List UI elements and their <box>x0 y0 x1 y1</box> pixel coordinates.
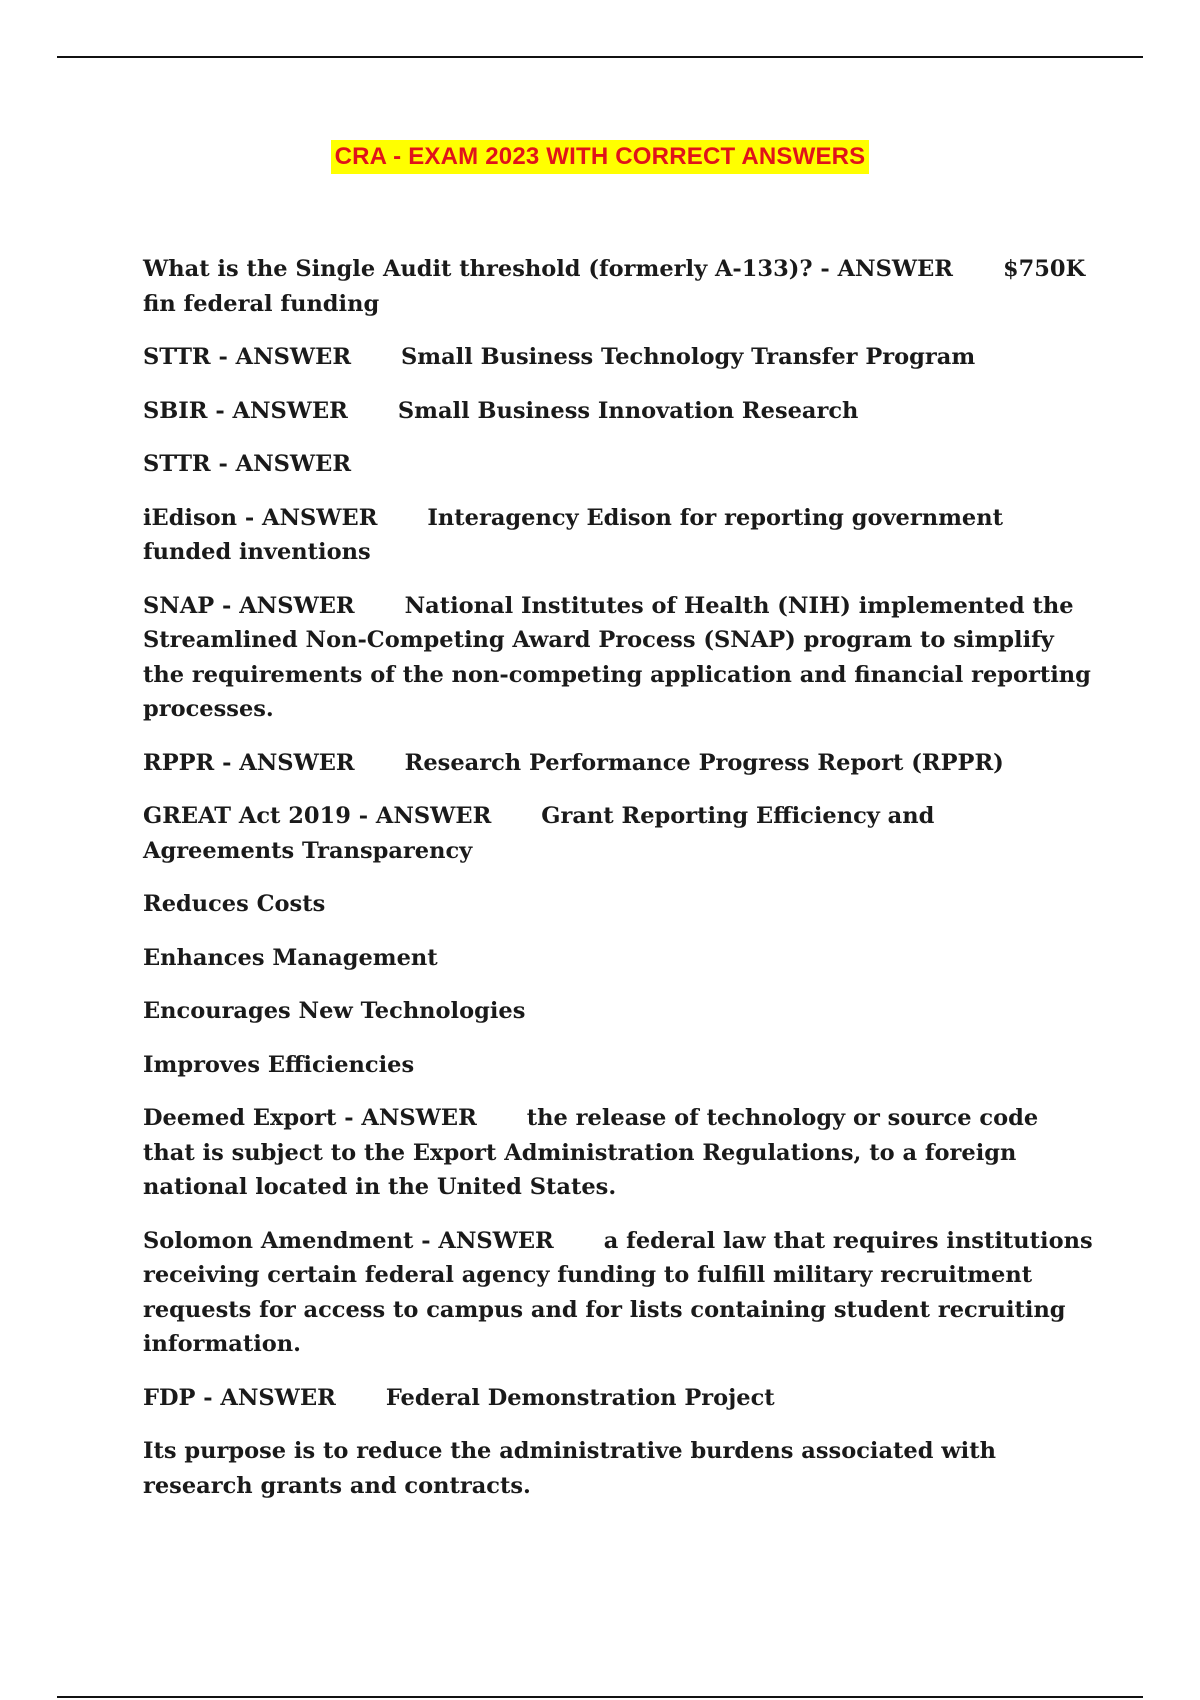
entry-answer: a federal law that requires institutions receiving certain federal agency funding to fulfill military recruitment requests for access to campus and for lists containing student recruiting information. <box>143 1227 1093 1357</box>
entry-term: GREAT Act 2019 - ANSWER <box>143 803 492 829</box>
entry-term: What is the Single Audit threshold (formerly A-133)? - ANSWER <box>143 256 953 282</box>
title-container <box>0 140 1200 174</box>
qa-entry <box>143 941 1093 976</box>
qa-entry <box>143 340 1093 375</box>
entry-term: RPPR - ANSWER <box>143 749 355 776</box>
qa-entry <box>143 1101 1093 1205</box>
entry-answer: Federal Demonstration Project <box>385 1384 775 1411</box>
footer-rule <box>57 1696 1143 1698</box>
qa-entry <box>143 394 1093 429</box>
entry-term: Encourages New Technologies <box>143 998 526 1024</box>
qa-entry <box>143 994 1093 1029</box>
entry-term: Deemed Export - ANSWER <box>143 1105 477 1131</box>
entry-term: Solomon Amendment - ANSWER <box>143 1227 554 1254</box>
qa-entry <box>143 589 1093 727</box>
entry-answer: $750K fin federal funding <box>143 256 1086 317</box>
entry-answer: Small Business Technology Transfer Program <box>401 344 976 370</box>
qa-entry <box>143 887 1093 922</box>
entry-term: iEdison - ANSWER <box>143 504 378 531</box>
entry-answer: Grant Reporting Efficiency and Agreements Transparency <box>143 803 935 864</box>
qa-entry <box>143 1381 1093 1416</box>
entry-answer: Interagency Edison for reporting government funded inventions <box>143 504 1003 565</box>
qa-entry <box>143 447 1093 482</box>
entry-term: STTR - ANSWER <box>143 451 352 477</box>
qa-entry <box>143 746 1093 781</box>
entry-answer: Research Performance Progress Report (RPPR) <box>404 749 1004 776</box>
qa-entry <box>143 799 1093 868</box>
entry-term: Its purpose is to reduce the administrative burdens associated with research grants and contracts. <box>143 1438 996 1499</box>
entry-term: Reduces Costs <box>143 891 326 917</box>
qa-entry <box>143 1434 1093 1503</box>
qa-entry <box>143 1048 1093 1083</box>
entry-term: Improves Efficiencies <box>143 1051 415 1078</box>
entry-term: SBIR - ANSWER <box>143 397 348 424</box>
qa-entry <box>143 1224 1093 1362</box>
qa-entry <box>143 252 1093 321</box>
header-rule <box>57 56 1143 58</box>
entry-answer: Small Business Innovation Research <box>397 397 859 424</box>
entry-term: SNAP - ANSWER <box>143 592 355 619</box>
qa-list <box>143 252 1093 1522</box>
entry-answer: the release of technology or source code that is subject to the Export Administration Regulations, to a foreign national located in the United States. <box>143 1105 1039 1200</box>
qa-entry <box>143 501 1093 570</box>
entry-term: Enhances Management <box>143 944 438 971</box>
entry-answer: National Institutes of Health (NIH) implemented the Streamlined Non-Competing Award Process (SNAP) program to simplify the requirements of the non-competing application and financial reporting processes. <box>143 592 1091 722</box>
entry-term: STTR - ANSWER <box>143 344 352 370</box>
entry-term: FDP - ANSWER <box>143 1384 336 1411</box>
document-title: CRA - EXAM 2023 WITH CORRECT ANSWERS <box>331 140 870 174</box>
